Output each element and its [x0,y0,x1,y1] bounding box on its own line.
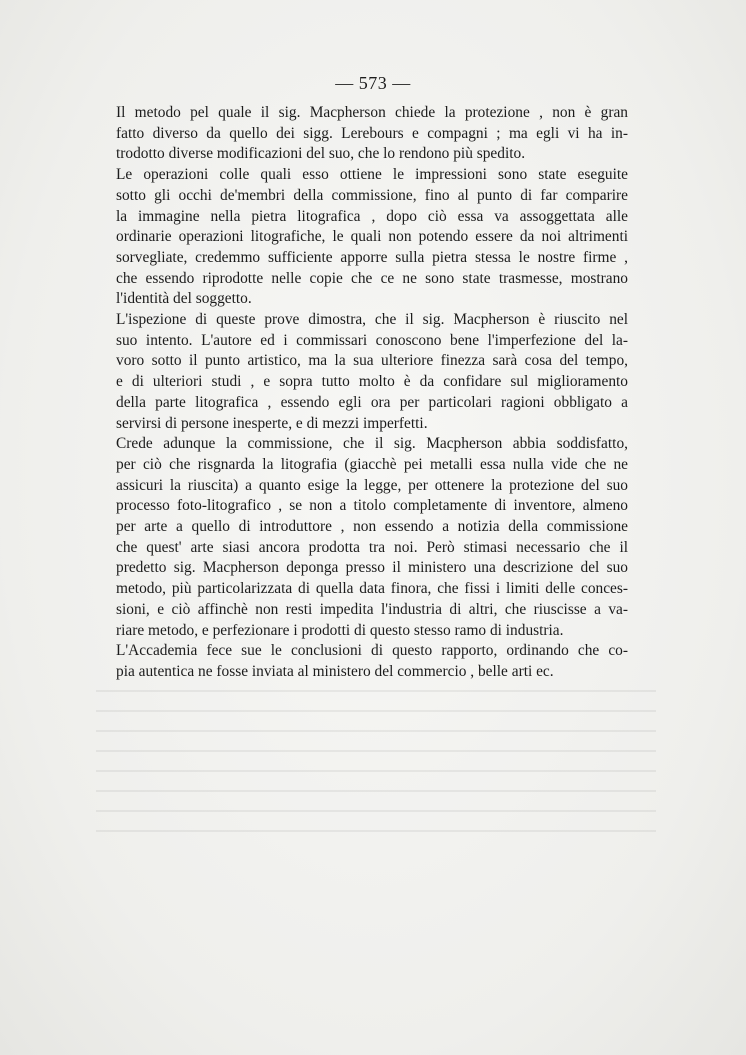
text-line: voro sotto il punto artistico, ma la sua ulteriore finezza sarà cosa del tempo, [116,352,628,370]
text-line: servirsi di persone inesperte, e di mezzi imperfetti. [116,414,428,432]
text-line: che essendo riprodotte nelle copie che ce ne sono state trasmesse, mostrano [116,269,628,287]
paragraph-4 [116,434,628,641]
text-line: che quest' arte siasi ancora prodotta tra noi. Però stimasi necessario che il [116,538,628,556]
text-line: Crede adunque la commissione, che il sig. Macpherson abbia soddisfatto, [116,435,628,453]
text-line: ordinarie operazioni litografiche, le quali non potendo essere da noi altrimenti [116,228,628,246]
text-line: metodo, più particolarizzata di quella data finora, che fissi i limiti delle conces- [116,580,628,598]
text-line: L'ispezione di queste prove dimostra, che il sig. Macpherson è riuscito nel [116,311,628,329]
text-line: la immagine nella pietra litografica , dopo ciò essa va assoggettata alle [116,207,628,225]
text-line: Le operazioni colle quali esso ottiene le impressioni sono state eseguite [116,166,628,184]
text-line: per arte a quello di introduttore , non essendo a notizia della commissione [116,518,628,536]
text-line: per ciò che risgnarda la litografia (giacchè pei metalli essa nulla vide che ne [116,455,628,473]
text-line: L'Accademia fece sue le conclusioni di questo rapporto, ordinando che co- [116,642,628,660]
page-number: — 573 — [335,73,411,93]
text-line: della parte litografica , essendo egli ora per particolari ragioni obbligato a [116,393,628,411]
text-line: predetto sig. Macpherson deponga presso il ministero una descrizione del suo [116,559,628,577]
text-line: riare metodo, e perfezionare i prodotti di questo stesso ramo di industria. [116,621,564,639]
text-line: sorvegliate, credemmo sufficiente apporre sulla pietra stessa le nostre firme , [116,248,628,266]
text-line: pia autentica ne fosse inviata al ministero del commercio , belle arti ec. [116,662,554,680]
text-line: assicuri la riuscita) a quanto esige la legge, per ottenere la protezione del suo [116,476,628,494]
text-line: suo intento. L'autore ed i commissari conoscono bene l'imperfezione del la- [116,331,628,349]
paragraph-5 [116,641,628,682]
body-text [116,103,628,683]
text-line: sioni, e ciò affinchè non resti impedita l'industria di altri, che riuscisse a va- [116,600,628,618]
text-line: processo foto-litografico , se non a titolo completamente di inventore, almeno [116,497,628,515]
text-line: sotto gli occhi de'membri della commissione, fino al punto di far comparire [116,186,628,204]
paragraph-2 [116,165,628,310]
text-line: Il metodo pel quale il sig. Macpherson chiede la protezione , non è gran [116,104,628,121]
show-through-texture [96,690,656,850]
text-line: trodotto diverse modificazioni del suo, che lo rendono più spedito. [116,145,526,163]
text-line: e di ulteriori studi , e sopra tutto molto è da confidare sul miglioramento [116,373,628,391]
text-line: fatto diverso da quello dei sigg. Lerebours e compagni ; ma egli vi ha in- [116,124,628,142]
paragraph-1 [116,103,628,165]
paragraph-3 [116,310,628,434]
text-line: l'identità del soggetto. [116,290,252,308]
